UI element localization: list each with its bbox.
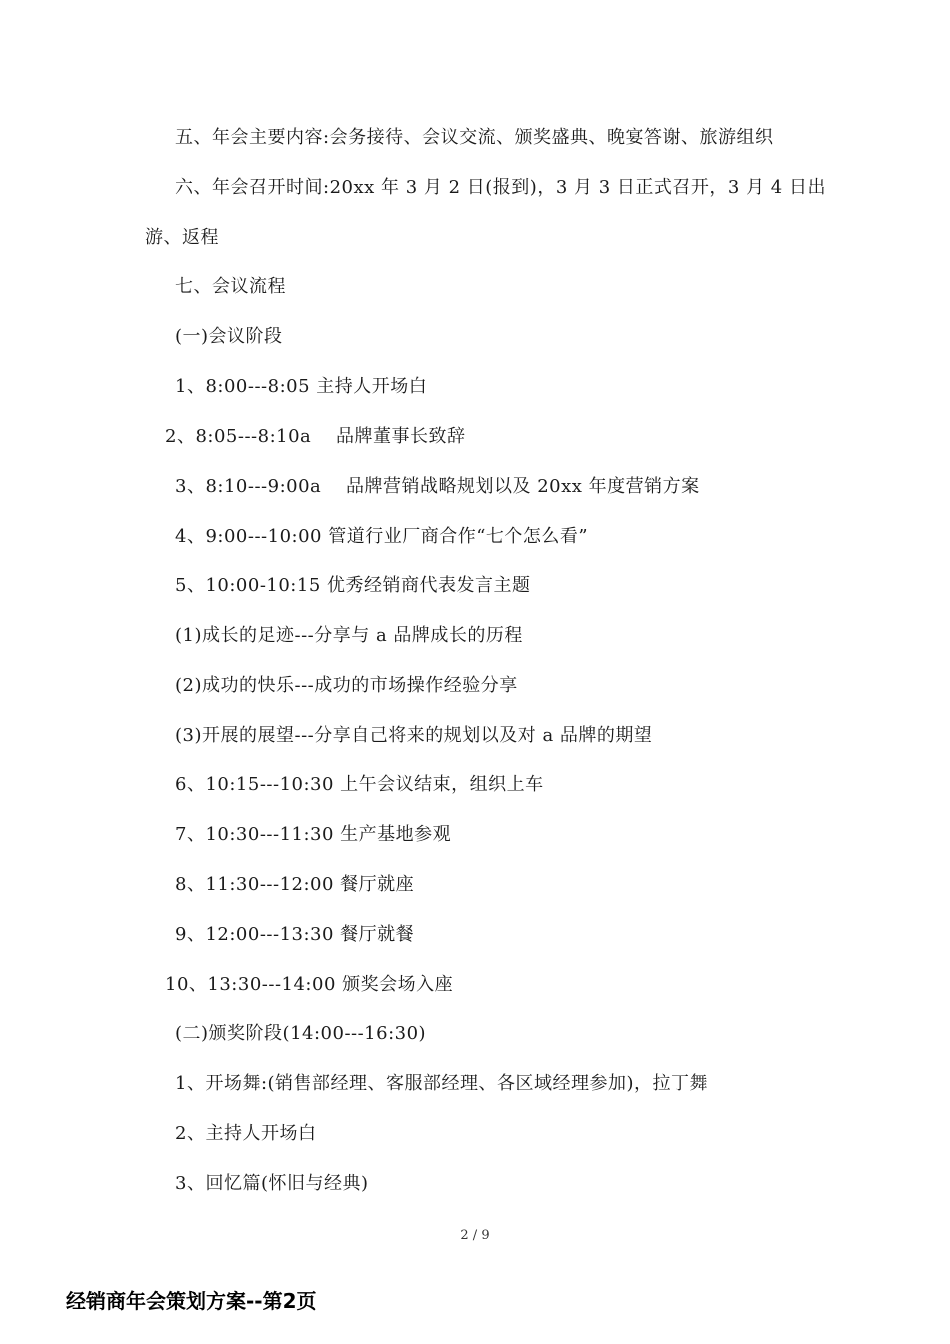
- text-line: 1、开场舞:(销售部经理、客服部经理、各区域经理参加)，拉丁舞: [175, 1073, 709, 1094]
- text-line: 六、年会召开时间:20xx 年 3 月 2 日(报到)，3 月 3 日正式召开，3 月 4 日出: [175, 177, 826, 198]
- text-line: 10、13:30---14:00 颁奖会场入座: [165, 974, 454, 995]
- text-line: 七、会议流程: [175, 276, 286, 297]
- text-line: 3、8:10---9:00a 品牌营销战略规划以及 20xx 年度营销方案: [175, 476, 700, 497]
- text-line: (1)成长的足迹---分享与 a 品牌成长的历程: [175, 625, 523, 646]
- footer-title: 经销商年会策划方案--第2页: [66, 1289, 317, 1313]
- text-line: 4、9:00---10:00 管道行业厂商合作“七个怎么看”: [175, 526, 589, 547]
- text-line: 9、12:00---13:30 餐厅就餐: [175, 924, 415, 945]
- text-line: 1、8:00---8:05 主持人开场白: [175, 376, 428, 397]
- text-line: 2、8:05---8:10a 品牌董事长致辞: [165, 426, 466, 447]
- text-line: (3)开展的展望---分享自己将来的规划以及对 a 品牌的期望: [175, 725, 653, 746]
- text-line: 五、年会主要内容:会务接待、会议交流、颁奖盛典、晚宴答谢、旅游组织: [175, 127, 774, 148]
- text-line: (二)颁奖阶段(14:00---16:30): [175, 1023, 427, 1044]
- text-line: 7、10:30---11:30 生产基地参观: [175, 824, 452, 845]
- text-line: 8、11:30---12:00 餐厅就座: [175, 874, 415, 895]
- page-number: 2 / 9: [460, 1228, 490, 1243]
- text-line: 3、回忆篇(怀旧与经典): [175, 1173, 369, 1194]
- text-line: 5、10:00-10:15 优秀经销商代表发言主题: [175, 575, 531, 596]
- text-line: 2、主持人开场白: [175, 1123, 317, 1144]
- text-line: (2)成功的快乐---成功的市场操作经验分享: [175, 675, 518, 696]
- text-line: 6、10:15---10:30 上午会议结束，组织上车: [175, 774, 544, 795]
- text-line: (一)会议阶段: [175, 326, 283, 347]
- text-line: 游、返程: [145, 227, 219, 248]
